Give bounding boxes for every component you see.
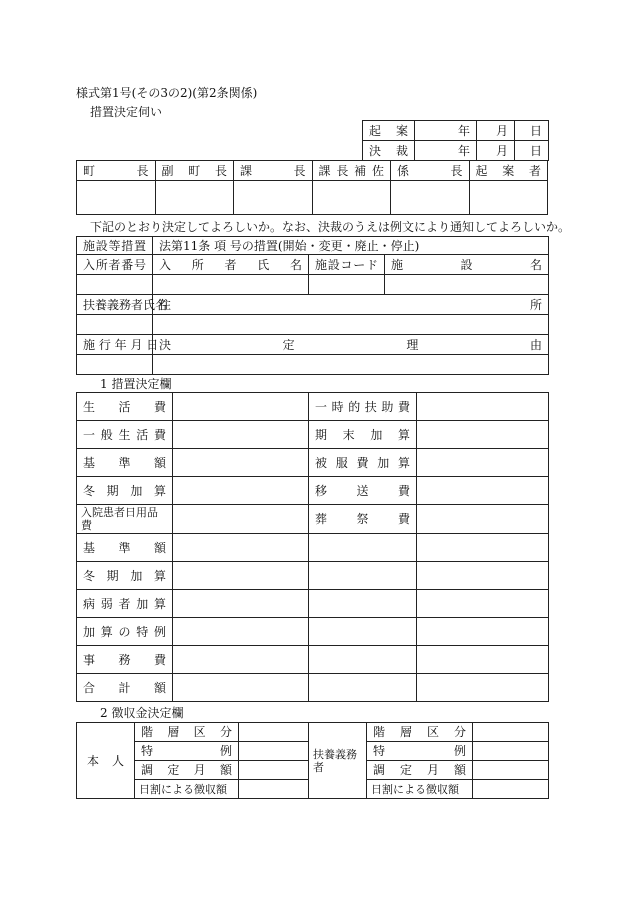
- row-sick-addition: 病 弱 者 加 算: [77, 590, 173, 618]
- address-cell: [153, 315, 549, 335]
- measure-decision-table: [76, 392, 549, 702]
- row-term-end-addition: 期 末 加 算: [309, 421, 417, 449]
- facility-name-label: 施 設 名: [385, 255, 549, 275]
- person-exception-label: 特 例: [135, 742, 239, 761]
- row-base-amount-2: 基 準 額: [77, 534, 173, 562]
- section1-title: 1 措置決定欄: [100, 377, 172, 391]
- collection-table: [76, 722, 549, 799]
- measure-text: 法第11条 項 号の措置(開始・変更・廃止・停止): [153, 237, 549, 255]
- seal-col-vice-mayor: 副 町 長: [155, 161, 234, 181]
- seal-col-section-chief: 課 長: [234, 161, 313, 181]
- seal-cell: [77, 181, 156, 215]
- seal-cell: [469, 181, 548, 215]
- guardian-name-cell: [77, 315, 153, 335]
- intro-text: 下記のとおり決定してよろしいか。なお、決裁のうえは例文により通知してよろしいか。: [90, 220, 571, 234]
- section2-title: 2 徴収金決定欄: [100, 706, 184, 720]
- guardian-exception-label: 特 例: [367, 742, 473, 761]
- resident-name-cell: [153, 275, 309, 295]
- seal-col-mayor: 町 長: [77, 161, 156, 181]
- seal-col-deputy-chief: 課長補佐: [312, 161, 391, 181]
- row-living-cost: 生 活 費: [77, 393, 173, 421]
- seal-cell: [234, 181, 313, 215]
- seal-cell: [391, 181, 470, 215]
- person-label: 本 人: [77, 723, 135, 799]
- row-base-amount: 基 準 額: [77, 449, 173, 477]
- row-inpatient-daily: 入院患者日用品費: [77, 505, 173, 534]
- measure-label: 施設等措置: [77, 237, 153, 255]
- doc-title: 措置決定伺い: [90, 105, 163, 119]
- row-addition-exception: 加 算 の 特 例: [77, 618, 173, 646]
- guardian-tier-label: 階 層 区 分: [367, 723, 473, 742]
- approval-label-decision: 決 裁: [363, 141, 415, 161]
- address-label: 住 所: [153, 295, 549, 315]
- approval-year: 年: [415, 141, 477, 161]
- seal-cell: [312, 181, 391, 215]
- resident-name-label: 入 所 者 氏 名: [153, 255, 309, 275]
- seal-col-unit-chief: 係 長: [391, 161, 470, 181]
- form-title: 様式第1号(その3の2)(第2条関係): [76, 86, 258, 100]
- person-monthly-label: 調 定 月 額: [135, 761, 239, 780]
- effective-date-cell: [77, 355, 153, 375]
- seal-col-drafter: 起 案 者: [469, 161, 548, 181]
- facility-name-cell: [385, 275, 549, 295]
- approval-month: 月: [477, 121, 515, 141]
- guardian-daily-label: 日割による徴収額: [367, 780, 473, 799]
- person-tier-label: 階 層 区 分: [135, 723, 239, 742]
- approval-day: 日: [515, 121, 549, 141]
- info-table: [76, 236, 549, 375]
- row-total: 合 計 額: [77, 674, 173, 702]
- row-winter-addition: 冬 期 加 算: [77, 477, 173, 505]
- row-winter-addition-2: 冬 期 加 算: [77, 562, 173, 590]
- row-general-living: 一 般 生 活 費: [77, 421, 173, 449]
- row-funeral-cost: 葬 祭 費: [309, 505, 417, 534]
- person-daily-label: 日割による徴収額: [135, 780, 239, 799]
- effective-date-label: 施 行 年 月 日: [77, 335, 153, 355]
- guardian-monthly-label: 調 定 月 額: [367, 761, 473, 780]
- reason-label: 決 定 理 由: [153, 335, 549, 355]
- approval-box: [362, 120, 549, 161]
- row-transport-cost: 移 送 費: [309, 477, 417, 505]
- entry-number-label: 入所者番号: [77, 255, 153, 275]
- facility-code-label: 施設コード: [309, 255, 385, 275]
- facility-code-cell: [309, 275, 385, 295]
- reason-cell: [153, 355, 549, 375]
- guardian-name-label: 扶養義務者氏名: [77, 295, 153, 315]
- guardian-label: 扶養義務者: [309, 723, 367, 799]
- row-temporary-aid: 一 時 的 扶 助 費: [309, 393, 417, 421]
- approval-day: 日: [515, 141, 549, 161]
- entry-number-cell: [77, 275, 153, 295]
- approval-month: 月: [477, 141, 515, 161]
- row-admin-cost: 事 務 費: [77, 646, 173, 674]
- approval-year: 年: [415, 121, 477, 141]
- approval-label-draft: 起 案: [363, 121, 415, 141]
- seal-cell: [155, 181, 234, 215]
- row-clothing-addition: 被 服 費 加 算: [309, 449, 417, 477]
- seal-table: [76, 160, 548, 215]
